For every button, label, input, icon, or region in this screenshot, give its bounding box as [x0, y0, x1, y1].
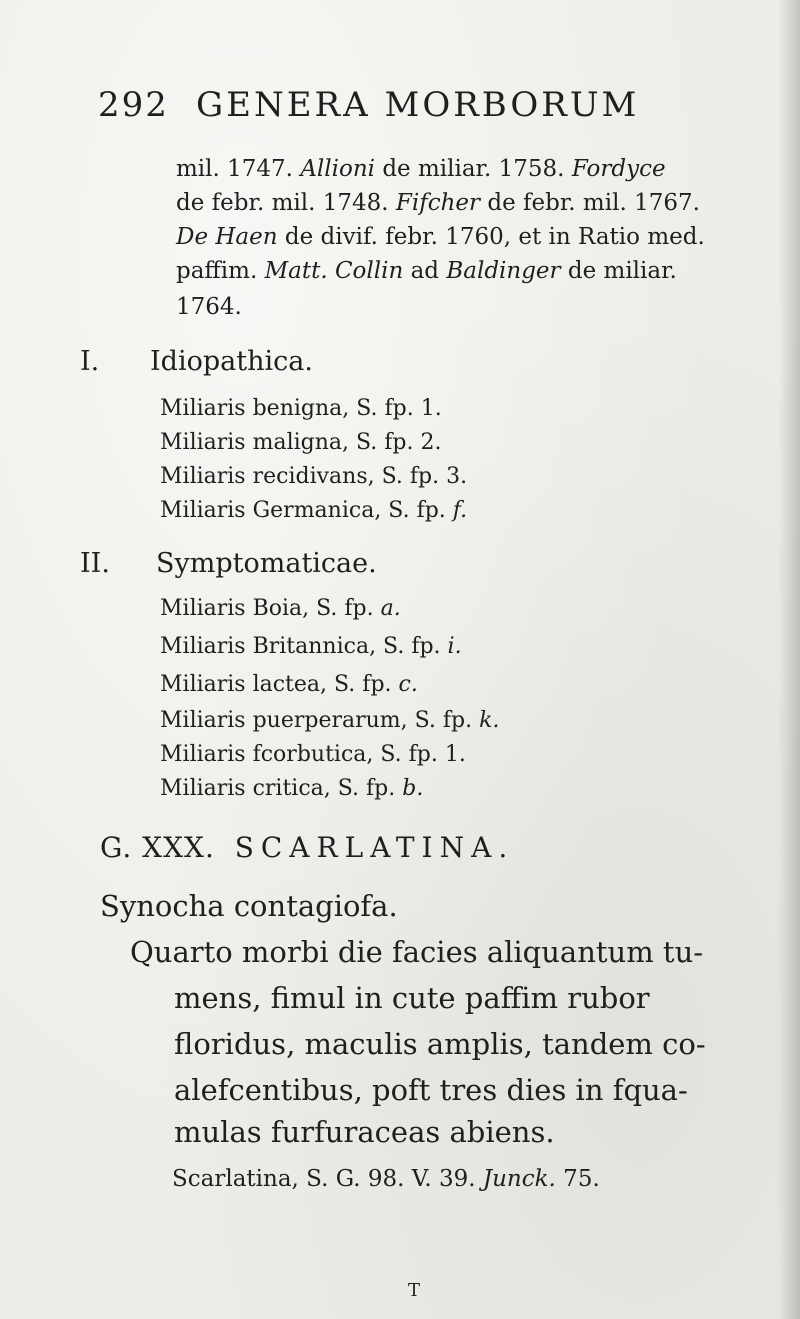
list-item: Miliaris lactea, S. fp. c.	[160, 672, 418, 697]
genus-label: G. XXX.	[100, 831, 215, 864]
page-edge-shadow	[778, 0, 800, 1319]
section-2-title: Symptomaticae.	[156, 548, 377, 579]
list-item: Miliaris recidivans, S. fp. 3.	[160, 464, 468, 489]
description-line-2: mens, fimul in cute paffim rubor	[174, 981, 650, 1015]
list-item: Miliaris puerperarum, S. fp. k.	[160, 708, 500, 733]
section-1-title: Idiopathica.	[150, 346, 313, 377]
list-item: Miliaris critica, S. fp. b.	[160, 776, 424, 801]
reference-line-2: de febr. mil. 1748. Fifcher de febr. mil. 1767.	[176, 190, 700, 216]
description-line-3: floridus, maculis amplis, tandem co-	[174, 1027, 706, 1061]
list-item: Miliaris benigna, S. fp. 1.	[160, 396, 442, 421]
reference-line-5: 1764.	[176, 294, 242, 320]
description-line-4: alefcentibus, poft tres dies in fqua-	[174, 1073, 688, 1107]
final-reference: Scarlatina, S. G. 98. V. 39. Junck. 75.	[172, 1166, 600, 1192]
page-number: 292	[98, 85, 169, 125]
genus-definition: Synocha contagiofa.	[100, 889, 398, 923]
list-item: Miliaris Britannica, S. fp. i.	[160, 634, 462, 659]
running-title: GENERA MORBORUM	[196, 85, 640, 125]
description-line-5: mulas furfuraceas abiens.	[174, 1115, 555, 1149]
signature-mark: T	[408, 1280, 421, 1301]
section-1-numeral: I.	[80, 346, 100, 377]
list-item: Miliaris fcorbutica, S. fp. 1.	[160, 742, 466, 767]
list-item: Miliaris Germanica, S. fp. f.	[160, 498, 468, 523]
description-line-1: Quarto morbi die facies aliquantum tu-	[130, 935, 704, 969]
genus-name: SCARLATINA.	[234, 831, 515, 864]
reference-line-4: paffim. Matt. Collin ad Baldinger de miliar.	[176, 258, 677, 284]
section-2-numeral: II.	[80, 548, 110, 579]
list-item: Miliaris Boia, S. fp. a.	[160, 596, 401, 621]
genus-heading	[100, 831, 515, 864]
reference-line-3: De Haen de divif. febr. 1760, et in Ratio med.	[176, 224, 705, 250]
reference-line-1: mil. 1747. Allioni de miliar. 1758. Fordyce	[176, 156, 666, 182]
list-item: Miliaris maligna, S. fp. 2.	[160, 430, 442, 455]
